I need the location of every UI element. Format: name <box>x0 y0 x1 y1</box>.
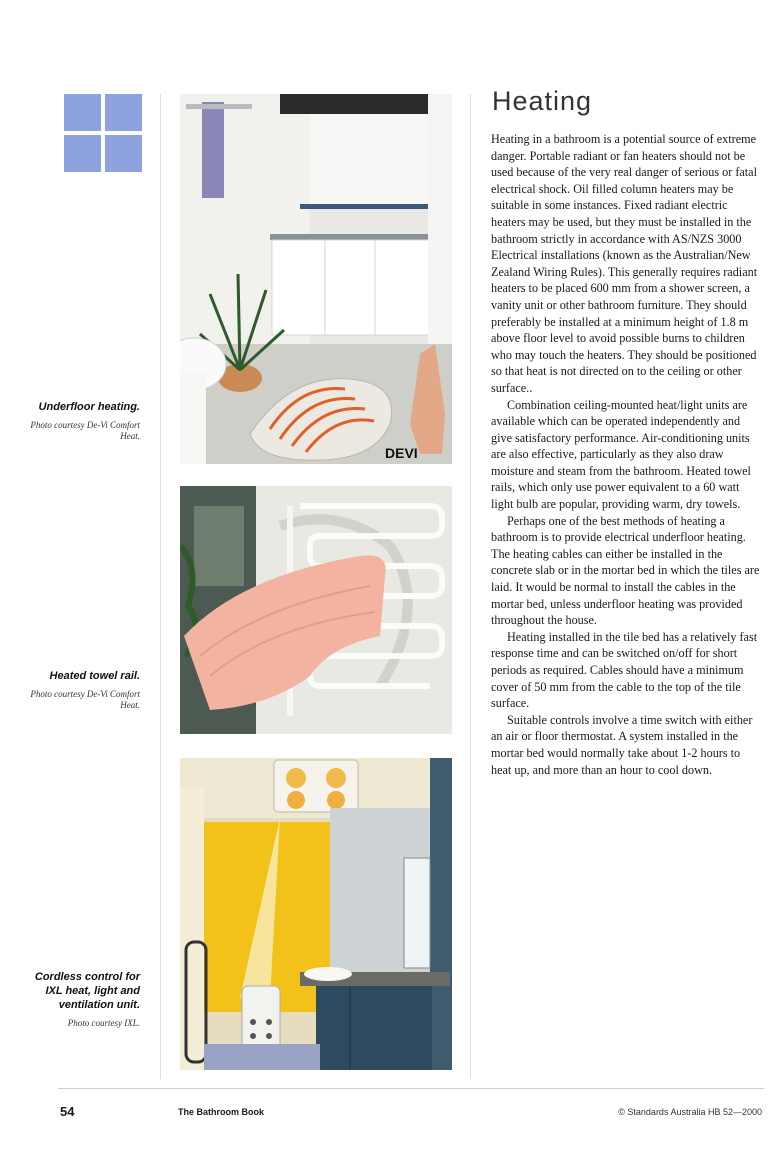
column-divider-left <box>160 94 161 1079</box>
paragraph: Perhaps one of the best methods of heating a bathroom is to provide electrical underfloor heating. The heating cables can either be installed in the concrete slab or in the mortar bed in which the tiles are laid. It would be normal to install the cables in the mortar bed, unless underfloor heating was provided throughout the house. <box>491 513 760 628</box>
photo-underfloor-heating <box>180 94 452 464</box>
paragraph: Combination ceiling-mounted heat/light units are available which can be operated independently and give satisfactory performance. Air-conditioning units are also effective, particularly as they also draw moisture and steam from the bathroom. Heated towel rails, which only use power equivalent to a 60 watt light bulb are popular, providing warm, dry towels. <box>491 397 751 512</box>
photo-heated-towel-rail <box>180 486 452 734</box>
caption-credit: Photo courtesy De-Vi Comfort Heat. <box>30 420 140 441</box>
caption-heated-towel-rail <box>30 669 140 711</box>
copyright-notice: © Standards Australia HB 52—2000 <box>618 1107 762 1117</box>
paragraph: Suitable controls involve a time switch with either an air or floor thermostat. A system installed in the mortar bed would normally take about 1-2 hours to heat up, and more than an hour to cool down. <box>491 712 753 777</box>
page-number: 54 <box>60 1104 75 1119</box>
body-text <box>491 131 763 778</box>
caption-ixl-unit <box>30 970 140 1029</box>
caption-credit: Photo courtesy De-Vi Comfort Heat. <box>30 689 140 710</box>
section-heading: Heating <box>492 86 593 116</box>
paragraph: Heating installed in the tile bed has a relatively fast response time and can be switched on/off for short periods as required. Cables should have a minimum cover of 50 mm from the cable to the top of the tile surface. <box>491 629 758 711</box>
footer-rule <box>58 1088 764 1089</box>
publisher-logo <box>64 94 142 172</box>
caption-underfloor-heating <box>30 400 140 442</box>
caption-credit: Photo courtesy IXL. <box>67 1018 140 1028</box>
book-title: The Bathroom Book <box>178 1107 265 1117</box>
caption-title: Heated towel rail. <box>49 670 140 682</box>
devi-logo: DEVI <box>385 445 418 461</box>
caption-title: Cordless control for IXL heat, light and ventilation unit. <box>34 971 140 1011</box>
paragraph: Heating in a bathroom is a potential source of extreme danger. Portable radiant or fan heaters should not be used because of the very real danger of serious or fatal electrical shock. Oil filled column heaters may be suitable in some instances. Fixed radiant electric heaters may be used, but they must be installed in the bathroom strictly in accordance with AS/NZS 3000 Electrical installations (known as the Australian/New Zealand Wiring Rules). This generally requires radiant heaters to be placed 600 mm from a shower screen, a vanity unit or other bathroom furniture. They should preferably be installed at a minimum height of 1.8 m above floor level to avoid possible burns to children who may touch the heaters. They should be positioned so that heat is not directed on to the ceiling or other surface.. <box>491 132 758 395</box>
caption-title: Underfloor heating. <box>38 401 140 413</box>
photo-ixl-heat-light-unit <box>180 758 452 1070</box>
column-divider-right <box>470 94 471 1079</box>
